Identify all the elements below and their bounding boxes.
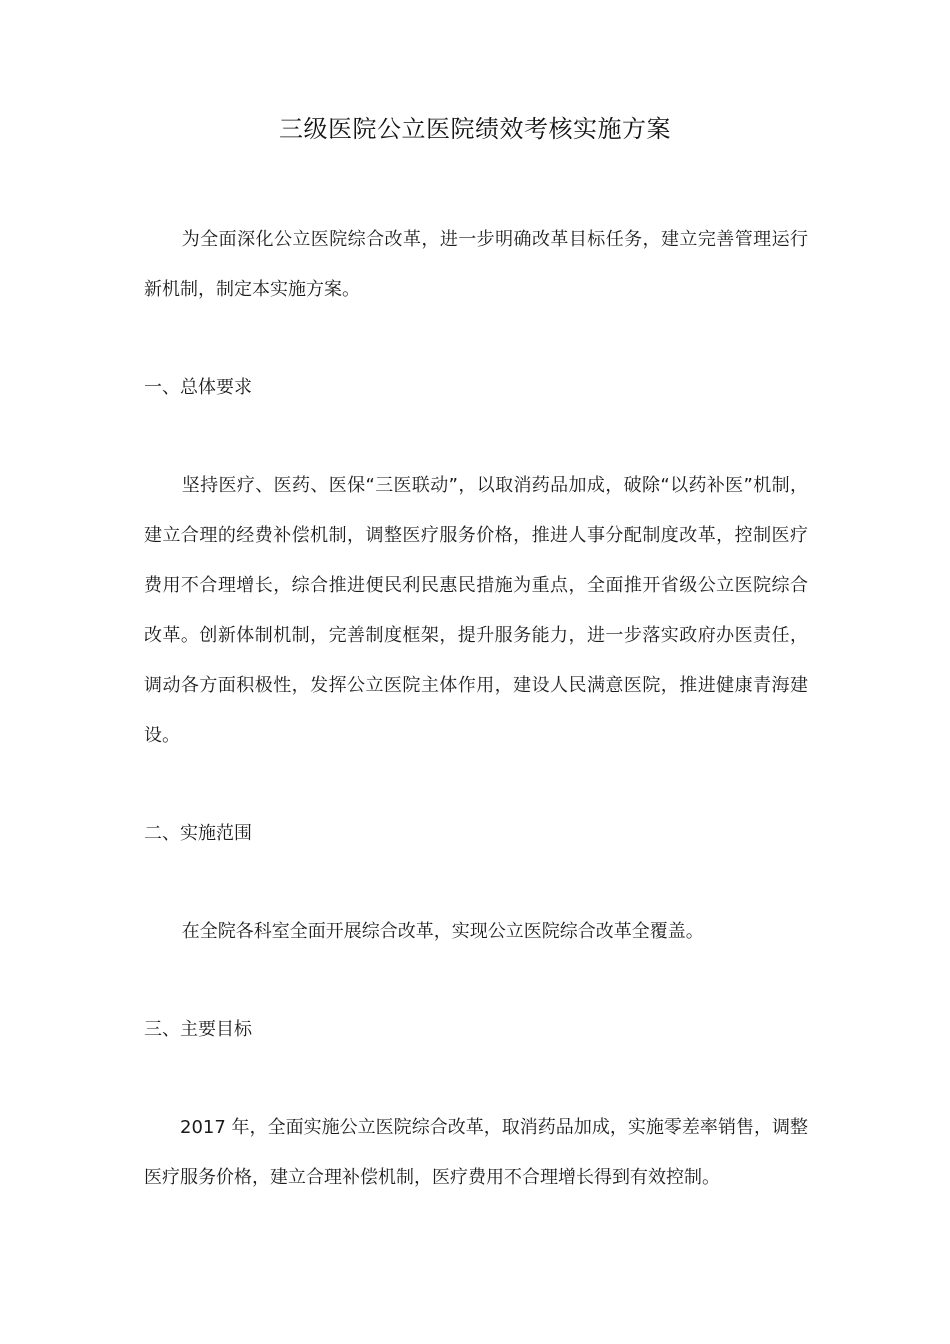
spacer bbox=[144, 315, 808, 363]
document-body bbox=[144, 215, 808, 1203]
section-body-general-requirements: 坚持医疗、医药、医保“三医联动”，以取消药品加成，破除“以药补医”机制，建立合理的经费补偿机制，调整医疗服务价格，推进人事分配制度改革，控制医疗费用不合理增长，综合推进便民利民惠民措施为重点，全面推开省级公立医院综合改革。创新体制机制，完善制度框架，提升服务能力，进一步落实政府办医责任，调动各方面积极性，发挥公立医院主体作用，建设人民满意医院，推进健康青海建设。 bbox=[144, 475, 808, 746]
section-body-scope: 在全院各科室全面开展综合改革，实现公立医院综合改革全覆盖。 bbox=[181, 921, 704, 942]
section-heading-scope: 二、实施范围 bbox=[144, 823, 252, 844]
spacer bbox=[144, 413, 808, 461]
spacer bbox=[144, 859, 808, 907]
section-body-main-goals: 2017 年，全面实施公立医院综合改革，取消药品加成，实施零差率销售，调整医疗服务价格，建立合理补偿机制，医疗费用不合理增长得到有效控制。 bbox=[144, 1117, 808, 1188]
spacer bbox=[144, 957, 808, 1005]
spacer bbox=[144, 761, 808, 809]
document-title: 三级医院公立医院绩效考核实施方案 bbox=[279, 115, 671, 143]
spacer bbox=[144, 1055, 808, 1103]
section-heading-general-requirements: 一、总体要求 bbox=[144, 377, 252, 398]
section-heading-main-goals: 三、主要目标 bbox=[144, 1019, 252, 1040]
intro-paragraph: 为全面深化公立医院综合改革，进一步明确改革目标任务，建立完善管理运行新机制，制定本实施方案。 bbox=[144, 229, 808, 300]
